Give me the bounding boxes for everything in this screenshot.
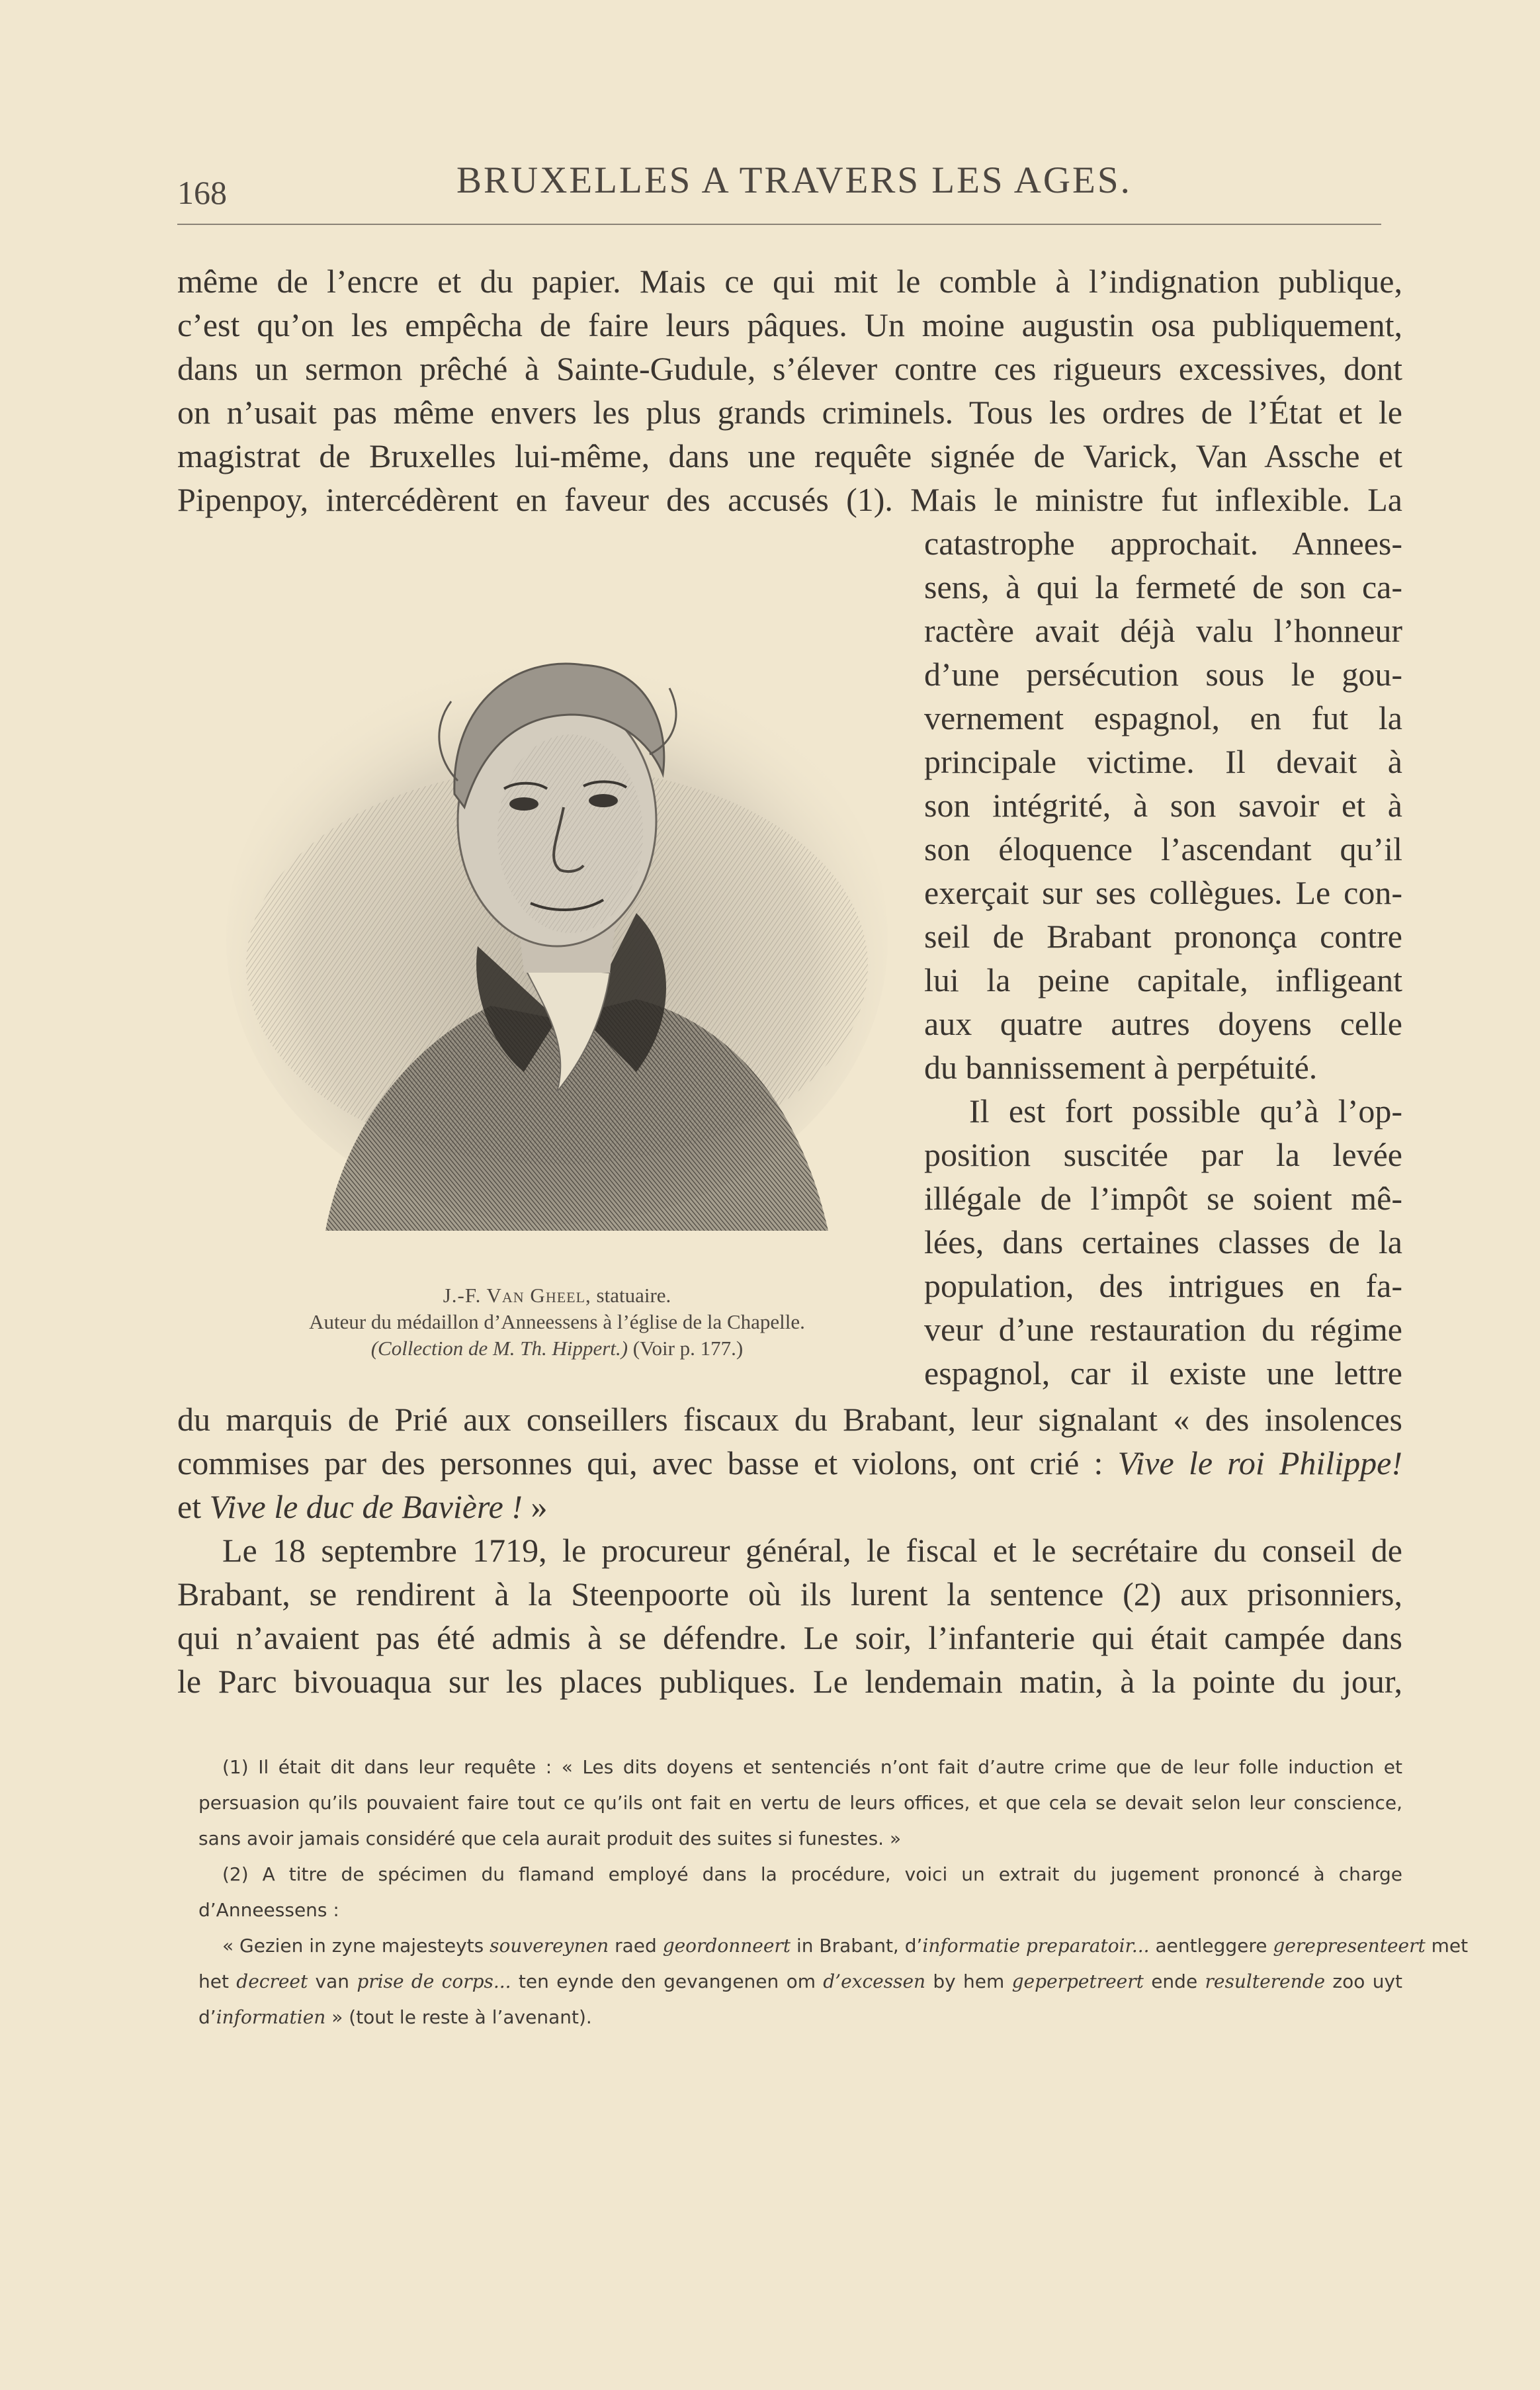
- body-italic: Vive le duc de Bavière !: [209, 1488, 523, 1525]
- body-line: Brabant, se rendirent à la Steenpoorte où ils lurent la sentence (2) aux prisonniers,: [177, 1575, 1402, 1613]
- quote-text: met: [1425, 1935, 1469, 1957]
- column-line: son éloquence l’ascendant qu’il: [924, 830, 1402, 867]
- body-text: et: [177, 1488, 210, 1525]
- column-line: exerçait sur ses collègues. Le con-: [924, 874, 1402, 911]
- running-head: BRUXELLES A TRAVERS LES AGES.: [456, 159, 1132, 201]
- quote-text: ten eynde den gevangenen om: [511, 1970, 824, 1992]
- column-line: population, des intrigues en fa-: [924, 1267, 1402, 1304]
- column-line: son intégrité, à son savoir et à: [924, 787, 1402, 824]
- column-line: du bannissement à perpétuité.: [924, 1049, 1318, 1086]
- column-line: aux quatre autres doyens celle: [924, 1005, 1402, 1042]
- body-line: Pipenpoy, intercédèrent en faveur des accusés (1). Mais le ministre fut inflexible. La: [177, 481, 1402, 518]
- column-line: vernement espagnol, en fut la: [924, 699, 1402, 736]
- quote-text: in Brabant, d’: [791, 1935, 923, 1957]
- quote-text: ende: [1143, 1970, 1205, 1992]
- column-line: sens, à qui la fermeté de son ca-: [924, 568, 1402, 605]
- column-line: catastrophe approchait. Annees-: [924, 525, 1402, 562]
- column-line: illégale de l’impôt se soient mê-: [924, 1180, 1402, 1217]
- caption-name: J.-F. Van Gheel,: [443, 1284, 591, 1307]
- body-line: qui n’avaient pas été admis à se défendre. Le soir, l’infanterie qui était campée dans: [177, 1619, 1402, 1656]
- body-line: Le 18 septembre 1719, le procureur général, le fiscal et le secrétaire du conseil de: [222, 1532, 1402, 1569]
- quote-italic: souvereynen: [490, 1935, 609, 1957]
- column-line: seil de Brabant prononça contre: [924, 918, 1402, 955]
- footnote-line: persuasion qu’ils pouvaient faire tout ce qu’ils ont fait en vertu de leurs offices, et que cela se devait selon leur conscience,: [198, 1792, 1402, 1814]
- footnote-quote-line: [198, 1928, 1469, 1964]
- caption-line-2: Auteur du médaillon d’Anneessens à l’église de la Chapelle.: [309, 1310, 805, 1333]
- caption-ref: (Voir p. 177.): [628, 1337, 744, 1360]
- column-line: principale victime. Il devait à: [924, 743, 1402, 780]
- column-line: d’une persécution sous le gou-: [924, 656, 1402, 693]
- column-line: lées, dans certaines classes de la: [924, 1223, 1402, 1261]
- footnote-line: d’Anneessens :: [198, 1899, 339, 1921]
- quote-text: « Gezien in zyne majesteyts: [222, 1935, 490, 1957]
- footnote-line: (1) Il était dit dans leur requête : « Les dits doyens et sentenciés n’ont fait d’autre crime que de leur folle induction et: [222, 1756, 1402, 1778]
- caption-line-1: [213, 1282, 901, 1309]
- portrait-engraving: [213, 543, 901, 1244]
- column-line: lui la peine capitale, infligeant: [924, 961, 1402, 998]
- body-line: [177, 1441, 1402, 1485]
- quote-text: raed: [609, 1935, 663, 1957]
- quote-text: zoo uyt: [1325, 1970, 1403, 1992]
- quote-text: aentleggere: [1149, 1935, 1273, 1957]
- quote-italic: prise de corps...: [357, 1970, 511, 1992]
- body-line: le Parc bivouaqua sur les places publiques. Le lendemain matin, à la pointe du jour,: [177, 1663, 1402, 1700]
- quote-italic: decreet: [236, 1970, 308, 1992]
- column-line: position suscitée par la levée: [924, 1136, 1402, 1173]
- column-line: Il est fort possible qu’à l’op-: [969, 1092, 1402, 1129]
- quote-text: van: [308, 1970, 357, 1992]
- quote-italic: informatien: [216, 2006, 326, 2028]
- body-line: [177, 1485, 1402, 1528]
- quote-italic: d’excessen: [823, 1970, 926, 1992]
- quote-text: d’: [198, 2006, 216, 2028]
- body-line: dans un sermon prêché à Sainte-Gudule, s’élever contre ces rigueurs excessives, dont: [177, 350, 1402, 387]
- body-line: c’est qu’on les empêcha de faire leurs pâques. Un moine augustin osa publiquement,: [177, 306, 1402, 343]
- body-text: commises par des personnes qui, avec basse et violons, ont crié :: [177, 1444, 1118, 1482]
- footnote-quote-line: [198, 1964, 1402, 2000]
- body-line: on n’usait pas même envers les plus grands criminels. Tous les ordres de l’État et le: [177, 394, 1402, 431]
- quote-italic: geordonneert: [662, 1935, 791, 1957]
- footnote-line: (2) A titre de spécimen du flamand employé dans la procédure, voici un extrait du jugement prononcé à charge: [222, 1863, 1402, 1885]
- page-number: 168: [177, 174, 227, 211]
- quote-italic: resulterende: [1205, 1970, 1326, 1992]
- caption-collection: (Collection de M. Th. Hippert.): [370, 1337, 628, 1360]
- column-line: ractère avait déjà valu l’honneur: [924, 612, 1402, 649]
- quote-italic: geperpetreert: [1011, 1970, 1144, 1992]
- footnote-quote-line: [198, 2000, 1402, 2035]
- body-text: »: [522, 1488, 548, 1525]
- column-line: veur d’une restauration du régime: [924, 1311, 1402, 1348]
- header-rule: [177, 224, 1381, 225]
- body-italic: Vive le roi Philippe!: [1117, 1444, 1402, 1482]
- quote-italic: gerepresenteert: [1273, 1935, 1426, 1957]
- body-line: même de l’encre et du papier. Mais ce qui mit le comble à l’indignation publique,: [177, 263, 1402, 300]
- footnote-line: sans avoir jamais considéré que cela aurait produit des suites si funestes. »: [198, 1828, 902, 1849]
- quote-text: » (tout le reste à l’avenant).: [325, 2006, 592, 2028]
- quote-text: het: [198, 1970, 237, 1992]
- body-line: magistrat de Bruxelles lui-même, dans une requête signée de Varick, Van Assche et: [177, 437, 1402, 474]
- body-line: du marquis de Prié aux conseillers fiscaux du Brabant, leur signalant « des insolences: [177, 1401, 1402, 1438]
- quote-text: by hem: [925, 1970, 1012, 1992]
- caption-line-3: [213, 1335, 901, 1362]
- quote-italic: informatie preparatoir...: [922, 1935, 1150, 1957]
- caption-role: statuaire.: [591, 1284, 671, 1307]
- column-line: espagnol, car il existe une lettre: [924, 1354, 1402, 1392]
